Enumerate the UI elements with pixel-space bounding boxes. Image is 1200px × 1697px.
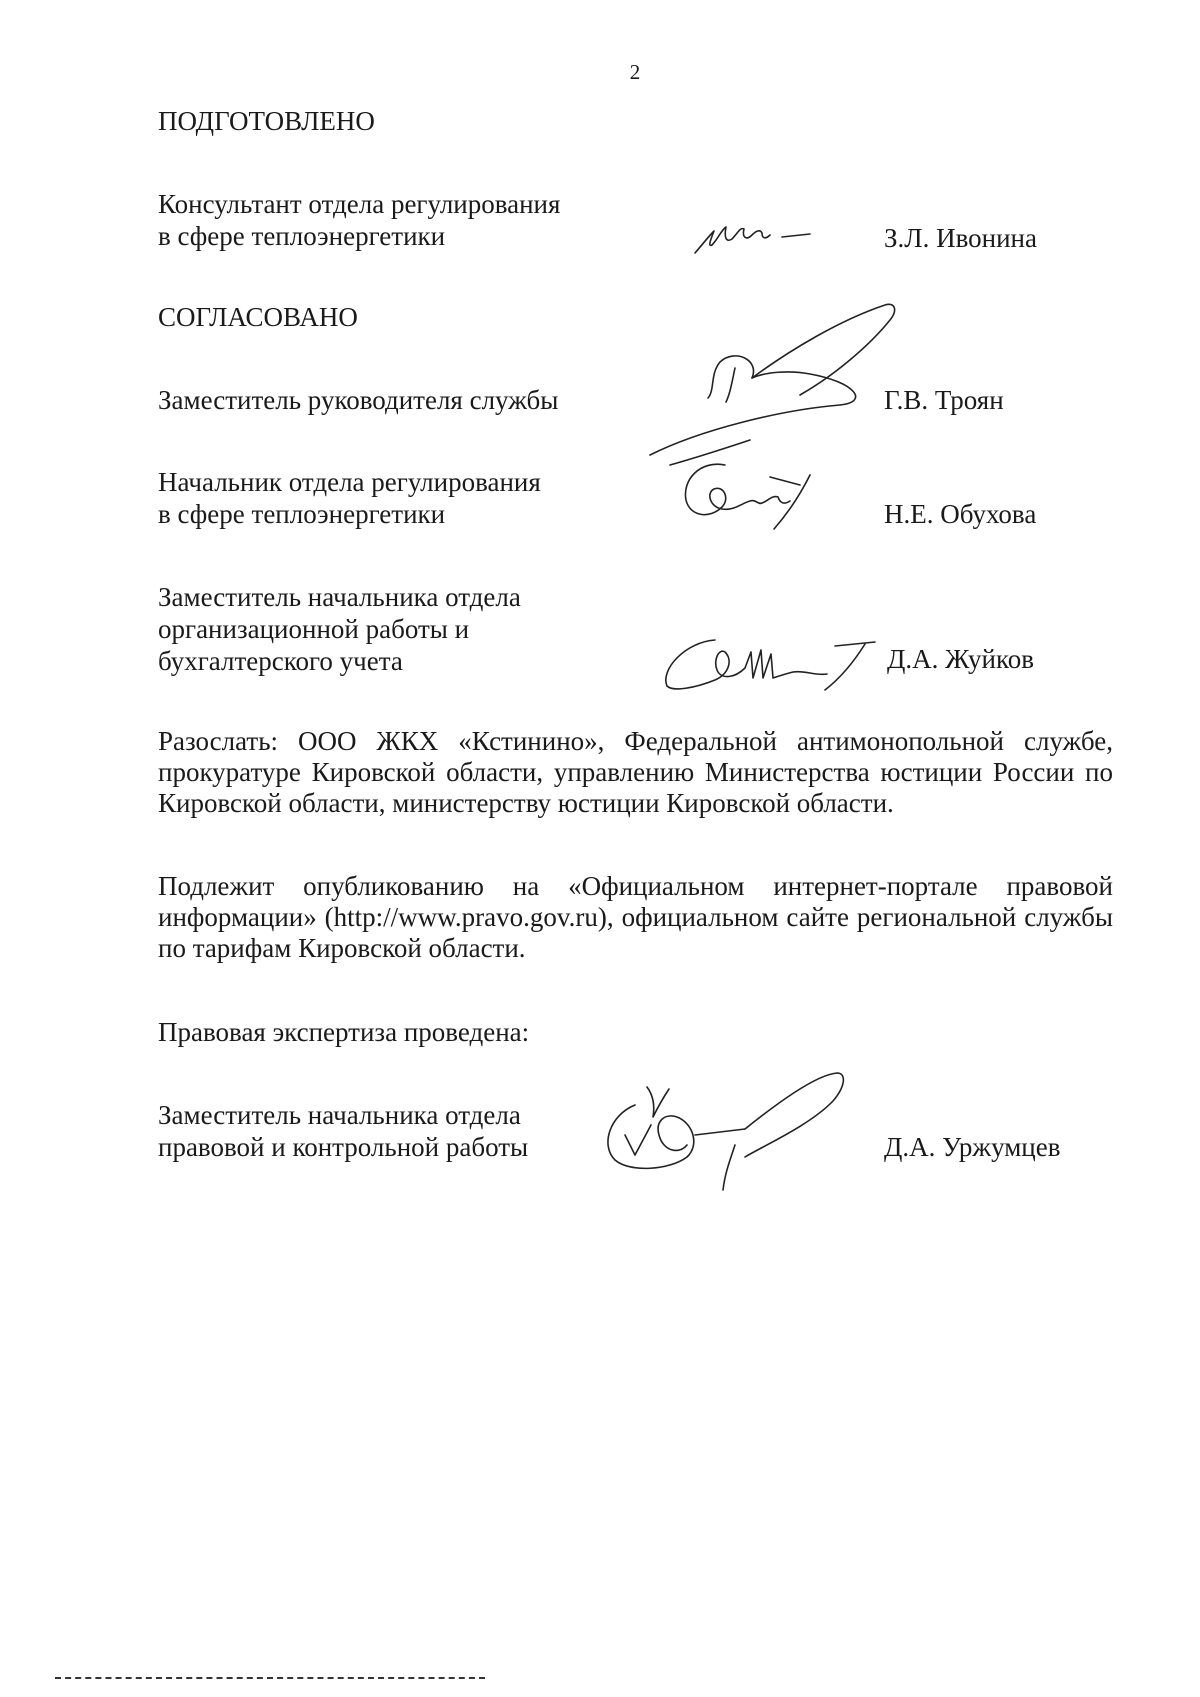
signatory-2-position-line-1: Начальник отдела регулирования: [158, 467, 541, 497]
signatory-3-position-line-1: Заместитель начальника отдела: [158, 582, 521, 612]
legal-review-position-line-2: правовой и контрольной работы: [158, 1132, 529, 1162]
legal-review-position-line-1: Заместитель начальника отдела: [158, 1100, 521, 1130]
prepared-name: З.Л. Ивонина: [884, 223, 1037, 253]
publication-paragraph: Подлежит опубликованию на «Официальном интернет-портале правовой информации» (http://www.pravo.gov.ru), официальном сайте региональной службы по тарифам Кировской области.: [158, 871, 1113, 963]
distribution-paragraph: Разослать: ООО ЖКХ «Кстинино», Федеральной антимонопольной службе, прокуратуре Кировской области, управлению Министерства юстиции России по Кировской области, министерству юстиции Кировской области.: [158, 726, 1113, 818]
page-number: 2: [629, 60, 641, 84]
signature-troyan: [640, 290, 900, 470]
signature-ivonina: [690, 215, 820, 260]
signature-obukhova: [670, 455, 850, 535]
prepared-position-line-1: Консультант отдела регулирования: [158, 189, 561, 219]
signatory-3-position-line-2: организационной работы и: [158, 614, 470, 644]
prepared-position-line-2: в сфере теплоэнергетики: [158, 221, 446, 251]
signatory-2-position-line-2: в сфере теплоэнергетики: [158, 499, 446, 529]
prepared-heading: ПОДГОТОВЛЕНО: [158, 106, 375, 136]
signature-urzhumtsev: [595, 1065, 855, 1195]
signatory-2-name: Н.Е. Обухова: [884, 499, 1037, 529]
agreed-heading: СОГЛАСОВАНО: [158, 302, 358, 332]
legal-review-name: Д.А. Уржумцев: [884, 1132, 1061, 1162]
signature-zhuykov: [655, 630, 885, 695]
footer-divider: [55, 1677, 485, 1679]
signatory-3-position-line-3: бухгалтерского учета: [158, 646, 403, 676]
signatory-1-name: Г.В. Троян: [884, 385, 1004, 415]
signatory-1-position-line-1: Заместитель руководителя службы: [158, 385, 559, 415]
legal-review-heading: Правовая экспертиза проведена:: [158, 1017, 530, 1047]
signatory-3-name: Д.А. Жуйков: [887, 644, 1034, 674]
